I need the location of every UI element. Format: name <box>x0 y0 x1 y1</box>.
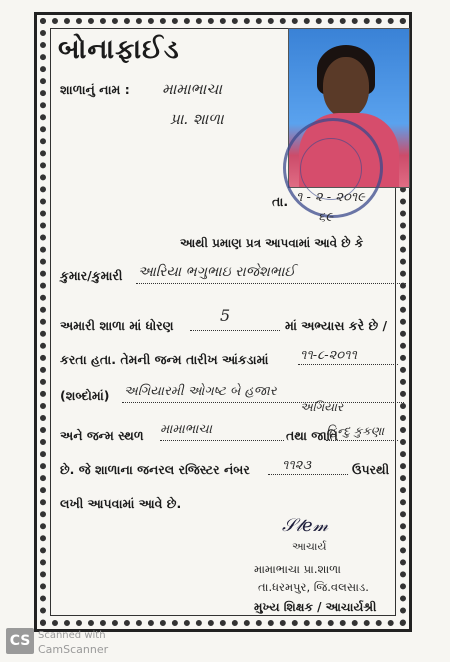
date-label: તા. <box>272 194 289 209</box>
dob-words-line2: અગિયાર <box>300 400 344 414</box>
std-prefix: અમારી શાળા માં ધોરણ <box>60 318 174 333</box>
std-value: 5 <box>220 306 231 325</box>
dob-digits: ૧૧-૮-૨૦૧૧ <box>300 348 357 363</box>
closing-text: લખી આપવામાં આવે છે. <box>60 496 182 511</box>
birthplace-underline <box>160 440 284 441</box>
school-name-line2: પ્રા. શાળા <box>170 110 224 128</box>
register-underline <box>268 474 348 475</box>
intro-text: આથી પ્રમાણ પ્રત્ર આપવામાં આવે છે કે <box>180 236 364 250</box>
words-underline <box>122 402 404 403</box>
std-suffix: માં અભ્યાસ કરે છે / <box>285 318 388 333</box>
student-name: આરિયા ભગુભાઇ રાજેશભાઈ <box>138 264 296 280</box>
certificate-title: બોનાફાઈડ <box>58 34 180 65</box>
register-prefix: છે. જે શાળાના જનરલ રજિસ્ટર નંબર <box>60 462 250 477</box>
name-underline <box>136 283 406 284</box>
dob-words-line1: અગિયારમી ઓગષ્ટ બે હજાર <box>124 384 277 399</box>
birthplace-value: મામાભાચા <box>160 422 212 437</box>
stamp-line1: મામાભાચા પ્રા.શાળા <box>254 562 341 576</box>
watermark-line2: CamScanner <box>38 643 109 656</box>
caste-value: હિન્દુ કુકણા <box>326 424 385 438</box>
date-value: ૧ - ૨ - ૨૦૧૯ <box>296 190 365 205</box>
birthplace-label: અને જન્મ સ્થળ <box>60 428 144 443</box>
register-value: ૧૧૨૩ <box>282 458 312 473</box>
register-suffix: ઉપરથી <box>352 462 390 477</box>
dob-prefix: કરતા હતા. તેમની જન્મ તારીખ આંકડામાં <box>60 352 269 367</box>
ref-number: ૬૯ <box>318 210 333 225</box>
watermark-line1: Scanned with <box>38 630 106 641</box>
caste-label: તથા જાતિ <box>286 428 338 443</box>
school-label: શાળાનું નામ : <box>60 82 130 97</box>
words-label: (શબ્દોમાં) <box>60 388 110 403</box>
dob-underline <box>298 364 398 365</box>
sign-role: આચાર્ય <box>292 540 327 553</box>
camscanner-logo: CS <box>6 628 34 654</box>
caste-underline <box>326 440 398 441</box>
school-name-line1: મામાભાચા <box>162 80 222 98</box>
name-label: કુમાર/કુમારી <box>60 268 123 283</box>
std-underline <box>190 330 280 331</box>
principal-signature: 𝒮𝓉𝑒𝓂 <box>282 515 328 536</box>
stamp-line2: તા.ધરમપુર, જિ.વલસાડ. <box>258 580 369 594</box>
photo-face <box>323 57 369 117</box>
footer-role: મુખ્ય શિક્ષક / આચાર્યશ્રી <box>254 600 377 614</box>
